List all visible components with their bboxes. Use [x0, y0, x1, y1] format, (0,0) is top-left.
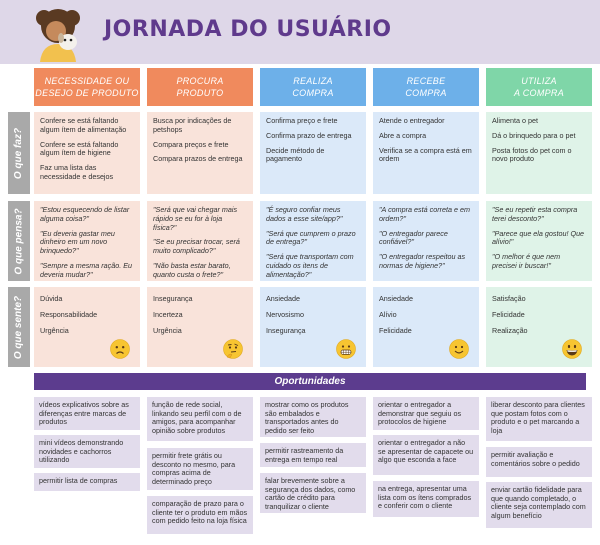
opportunity-item: permitir rastreamento da entrega em tempo real — [260, 443, 366, 467]
thought-item: "Estou esquecendo de listar alguma coisa?" — [40, 205, 130, 223]
grimacing-face-icon — [336, 339, 356, 359]
row-label-thinks: O que pensa? — [8, 201, 30, 281]
thought-item: "Sempre a mesma ração. Eu deveria mudar?" — [40, 260, 133, 279]
does-item: Decide método de pagamento — [266, 145, 325, 164]
column-header-purchase: REALIZA COMPRA — [260, 68, 366, 106]
column-header-receive: RECEBE COMPRA — [373, 68, 479, 106]
does-cell-search — [147, 112, 253, 194]
feeling-item: Dúvida — [40, 294, 63, 303]
feeling-item: Felicidade — [379, 325, 412, 335]
thought-item: "O entregador parece confiável?" — [379, 228, 448, 247]
feeling-item: Nervosismo — [266, 309, 304, 319]
opportunity-item: permitir avaliação e comentários sobre o pedido — [486, 447, 592, 477]
does-item: Compara preços e frete — [153, 139, 229, 149]
grinning-face-icon — [562, 339, 582, 359]
opportunities-header: Oportunidades — [34, 373, 586, 390]
does-item: Atende o entregador — [379, 116, 445, 125]
column-header-use: UTILIZA A COMPRA — [486, 68, 592, 106]
does-item: Busca por indicações de petshops — [153, 116, 232, 134]
feels-cell-use — [486, 287, 592, 367]
thinks-cell-need — [34, 201, 140, 281]
thought-item: "Será que cumprem o prazo de entrega?" — [266, 228, 356, 247]
smiling-face-icon — [449, 339, 469, 359]
does-item: Compara prazos de entrega — [153, 154, 243, 164]
page-title: JORNADA DO USUÁRIO — [104, 17, 392, 42]
opportunity-item: enviar cartão fidelidade para que quando completado, o cliente seja contemplado com algum benefício — [486, 482, 592, 528]
does-cell-receive — [373, 112, 479, 194]
thinks-cell-purchase — [260, 201, 366, 281]
row-label-feels: O que sente? — [8, 287, 30, 367]
opportunity-item: orientar o entregador a demonstrar que seguiu os protocolos de higiene — [373, 397, 479, 430]
feeling-item: Alívio — [379, 309, 397, 319]
column-header-need: NECESSIDADE OU DESEJO DE PRODUTO — [34, 68, 140, 106]
opportunity-item: na entrega, apresentar uma lista com os ítens comprados e conferir com o cliente — [373, 481, 479, 517]
feels-cell-need — [34, 287, 140, 367]
girl-with-puppy-illustration — [30, 4, 88, 62]
thought-item: "A compra está correta e em ordem?" — [379, 205, 470, 223]
thought-item: "Se eu repetir esta compra terei desconto?" — [492, 205, 578, 223]
row-label-does: O que faz? — [8, 112, 30, 194]
feeling-item: Realização — [492, 325, 528, 335]
feels-cell-purchase — [260, 287, 366, 367]
opportunity-item: vídeos explicativos sobre as diferenças entre marcas de produtos — [34, 397, 140, 430]
feeling-item: Urgência — [153, 325, 182, 335]
thought-item: "Será que vai chegar mais rápido se eu for à loja física?" — [153, 205, 238, 232]
feeling-item: Incerteza — [153, 309, 183, 319]
thinks-cell-search — [147, 201, 253, 281]
thought-item: "Será que transportam com cuidado os itens de alimentação?" — [266, 252, 354, 279]
does-item: Faz uma lista das necessidade e desejos — [40, 163, 114, 181]
opportunity-item: liberar desconto para clientes que postam fotos com o produto e o pet marcando a loja — [486, 397, 592, 441]
feeling-item: Ansiedade — [379, 294, 413, 303]
thought-item: "É seguro confiar meus dados a esse site/app?" — [266, 205, 343, 223]
opportunity-item: permitir frete grátis ou desconto no mesmo, para compras acima de determinado preço — [147, 448, 253, 490]
thought-item: "Eu deveria gastar meu dinheiro em um novo brinquedo?" — [40, 228, 115, 256]
does-item: Abre a compra — [379, 130, 427, 140]
opportunity-item: mostrar como os produtos são embalados e transportados antes do pedido ser feito — [260, 397, 366, 437]
thought-item: "Se eu precisar trocar, será muito complicado?" — [153, 237, 240, 256]
sad-face-icon — [110, 339, 130, 359]
feeling-item: Insegurança — [153, 294, 193, 303]
opportunity-item: permitir lista de compras — [34, 473, 140, 491]
does-item: Dá o brinquedo para o pet — [492, 130, 576, 140]
does-item: Confere se está faltando algum ítem de alimentação — [40, 116, 127, 134]
feeling-item: Ansiedade — [266, 294, 300, 303]
does-cell-purchase — [260, 112, 366, 194]
does-item: Confere se está faltando algum ítem de higiene — [40, 139, 119, 158]
does-item: Alimenta o pet — [492, 116, 538, 125]
feels-cell-receive — [373, 287, 479, 367]
thinks-cell-use — [486, 201, 592, 281]
feeling-item: Satisfação — [492, 294, 526, 303]
does-item: Posta fotos do pet com o novo produto — [492, 145, 572, 164]
does-cell-need — [34, 112, 140, 194]
thought-item: "Não basta estar barato, quanto custa o frete?" — [153, 260, 231, 279]
opportunity-item: falar brevemente sobre a segurança dos dados, como cartão de crédito para tranquilizar o cliente — [260, 473, 366, 513]
thought-item: "O entregador respeitou as normas de higiene?" — [379, 252, 466, 270]
does-cell-use — [486, 112, 592, 194]
thought-item: "Parece que ela gostou! Que alívio!" — [492, 228, 585, 247]
feeling-item: Felicidade — [492, 309, 525, 319]
does-item: Confirma preço e frete — [266, 116, 338, 125]
does-item: Verifica se a compra está em ordem — [379, 145, 472, 164]
opportunity-item: mini vídeos demonstrando novidades e cachorros utilizando — [34, 435, 140, 468]
column-header-search: PROCURA PRODUTO — [147, 68, 253, 106]
does-item: Confirma prazo de entrega — [266, 130, 352, 140]
opportunity-item: comparação de prazo para o cliente ter o produto em mãos com pedido feito na loja física — [147, 496, 253, 534]
thought-item: "O melhor é que nem precisei ir buscar!" — [492, 252, 561, 270]
opportunity-item: orientar o entregador a não se apresentar de capacete ou algo que esconda a face — [373, 435, 479, 475]
feeling-item: Insegurança — [266, 325, 306, 335]
thinking-face-icon — [223, 339, 243, 359]
feeling-item: Urgência — [40, 325, 69, 335]
opportunity-item: função de rede social, linkando seu perfil com o de amigos, para acompanhar opinião sobre produtos — [147, 397, 253, 441]
feels-cell-search — [147, 287, 253, 367]
thinks-cell-receive — [373, 201, 479, 281]
feeling-item: Responsabilidade — [40, 309, 98, 319]
